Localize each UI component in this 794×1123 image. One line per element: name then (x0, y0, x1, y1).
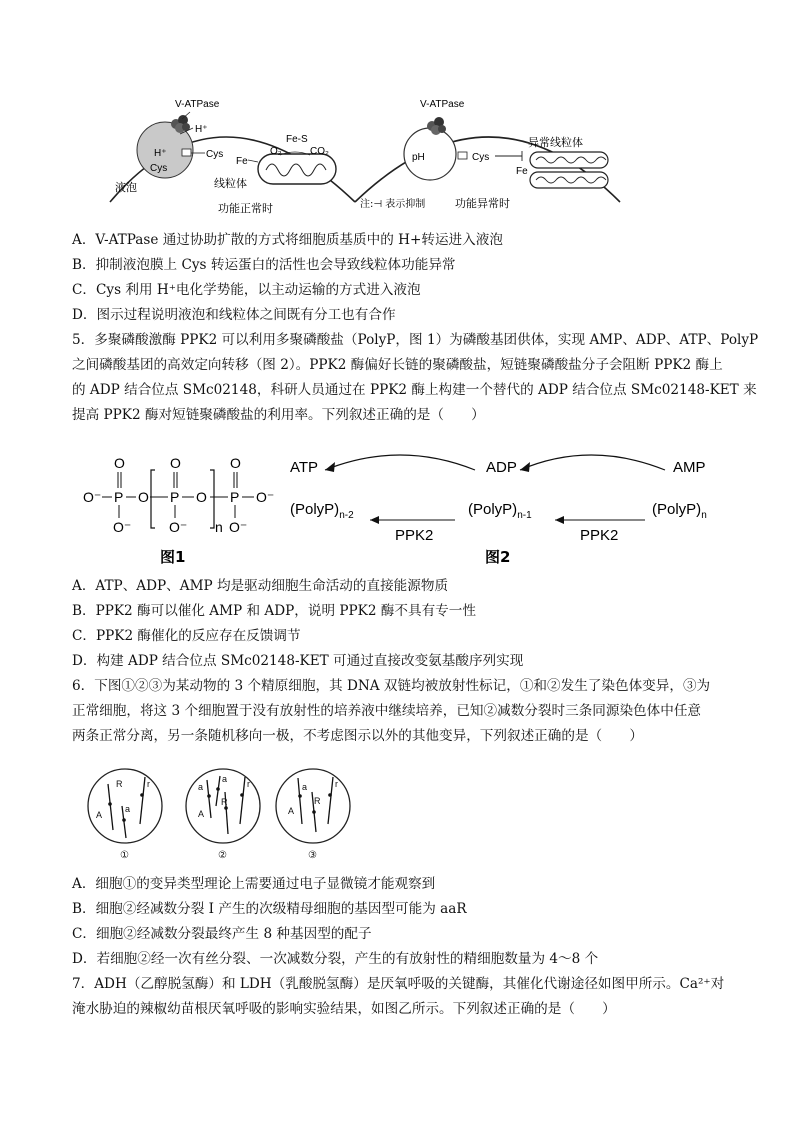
fe-label-right: Fe (516, 166, 528, 177)
polyp-structure (83, 455, 274, 535)
fe-label-left: Fe (236, 156, 248, 167)
ph-label: pH (412, 152, 425, 163)
mito-label: 线粒体 (214, 177, 247, 190)
c3-r: r (335, 779, 338, 789)
o2-label: O₂ (270, 146, 282, 157)
polyp-n1: $(PolyP)_{n-1}$ (468, 501, 532, 521)
c2-a1: a (198, 782, 204, 792)
q5-stem-4: 提高 PPK2 酶对短链聚磷酸盐的利用率。下列叙述正确的是（ ） (72, 407, 485, 423)
fig2-label: 图2 (485, 548, 511, 566)
q5-stem-3: 的 ADP 结合位点 SMc02148，科研人员通过在 PPK2 酶上构建一个替代的 ADP 结合位点 SMc02148-KET 来 (72, 382, 757, 398)
c1-R: R (116, 779, 123, 789)
caption-abnormal: 功能异常时 (455, 197, 510, 210)
adp-label: ADP (486, 459, 517, 476)
cys-label-right: Cys (472, 152, 490, 163)
c2-a2: a (222, 774, 228, 784)
c1-r: r (147, 779, 150, 789)
q5-option-d: D．构建 ADP 结合位点 SMc02148-KET 可通过直接改变氨基酸序列实现 (72, 653, 524, 669)
amp-label: AMP (673, 459, 706, 476)
co2-label: CO₂ (310, 146, 329, 157)
atp-label: ATP (290, 459, 319, 476)
c3-A: A (288, 806, 295, 816)
h-plus-out-left: H⁺ (195, 124, 208, 135)
cell-function-figure (90, 92, 690, 222)
abnormal-mitochondria (530, 152, 608, 188)
q4-option-d: D．图示过程说明液泡和线粒体之间既有分工也有合作 (72, 307, 396, 323)
q7-stem-2: 淹水胁迫的辣椒幼苗根厌氧呼吸的影响实验结果，如图乙所示。下列叙述正确的是（ ） (72, 1001, 616, 1017)
q7-stem-1: 7．ADH（乙醇脱氢酶）和 LDH（乳酸脱氢酶）是厌氧呼吸的关键酶，其催化代谢途径如图甲所示。Ca²⁺对 (72, 976, 725, 992)
q6-option-b: B．细胞②经减数分裂 I 产生的次级精母细胞的基因型可能为 aaR (72, 901, 467, 917)
polyp-n: $(PolyP)_n$ (652, 501, 707, 521)
q5-stem-2: 之间磷酸基团的高效定向转移（图 2）。PPK2 酶偏好长链的聚磷酸盐，短链聚磷酸盐分子会阻断 PPK2 酶上 (72, 357, 723, 373)
c2-R: R (221, 797, 228, 807)
q6-stem-1: 6．下图①②③为某动物的 3 个精原细胞，其 DNA 双链均被放射性标记，①和②发生了染色体变异，③为 (72, 678, 711, 694)
v-atpase-label-right: V-ATPase (420, 99, 465, 110)
svg-text:O⁻: O⁻ (256, 489, 275, 505)
q5-option-b: B．PPK2 酶可以催化 AMP 和 ADP，说明 PPK2 酶不具有专一性 (72, 603, 476, 619)
cell-2-label: ② (218, 850, 227, 861)
q5-stem-1: 5．多聚磷酸激酶 PPK2 可以利用多聚磷酸盐（PolyP，图 1）为磷酸基团供体，实现 AMP、ADP、ATP、PolyP (72, 332, 759, 348)
q6-stem-3: 两条正常分离，另一条随机移向一极，不考虑图示以外的其他变异，下列叙述正确的是（ ） (72, 728, 643, 744)
polyp-repeat-n: n (215, 519, 223, 535)
svg-text:O⁻: O⁻ (169, 519, 188, 535)
polyp-figure (80, 450, 730, 570)
fe-s-label: Fe-S (286, 134, 308, 145)
inhibit-note: 注:⊣ 表示抑制 (360, 199, 426, 210)
svg-text:P: P (114, 489, 124, 505)
caption-normal: 功能正常时 (218, 202, 273, 215)
ppk2-enzyme-a: PPK2 (395, 527, 434, 544)
q5-option-c: C．PPK2 酶催化的反应存在反馈调节 (72, 628, 301, 644)
polyp-n2: $(PolyP)_{n-2}$ (290, 501, 354, 521)
ppk2-enzyme-b: PPK2 (580, 527, 619, 544)
cys-transporter-right (458, 152, 467, 159)
c1-a: a (125, 804, 131, 814)
c3-R: R (314, 796, 321, 806)
spermatogonia-figure (80, 762, 380, 864)
q5-option-a: A．ATP、ADP、AMP 均是驱动细胞生命活动的直接能源物质 (72, 578, 449, 594)
svg-text:O: O (114, 455, 125, 471)
h-plus-in-left: H⁺ (154, 148, 167, 159)
ppk2-pathway (290, 455, 707, 544)
c2-A: A (198, 809, 205, 819)
arrow-amp-to-adp (520, 455, 665, 470)
arrow-adp-to-atp (325, 455, 475, 470)
q6-option-a: A．细胞①的变异类型理论上需要通过电子显微镜才能观察到 (72, 876, 436, 892)
q4-option-b: B．抑制液泡膜上 Cys 转运蛋白的活性也会导致线粒体功能异常 (72, 257, 456, 273)
svg-text:O: O (230, 455, 241, 471)
q4-option-c: C．Cys 利用 H⁺电化学势能，以主动运输的方式进入液泡 (72, 282, 421, 298)
cys-transporter-left (182, 149, 191, 156)
cell-1-label: ① (120, 850, 129, 861)
q4-option-a: A．V-ATPase 通过协助扩散的方式将细胞质基质中的 H+转运进入液泡 (72, 232, 503, 248)
vacuole-label-left: 液泡 (115, 181, 137, 194)
svg-text:O: O (196, 489, 207, 505)
svg-text:O⁻: O⁻ (229, 519, 248, 535)
q6-stem-2: 正常细胞，将这 3 个细胞置于没有放射性的培养液中继续培养，已知②减数分裂时三条同源染色体中任意 (72, 703, 702, 719)
q6-option-d: D．若细胞②经一次有丝分裂、一次减数分裂，产生的有放射性的精细胞数量为 4～8 个 (72, 951, 599, 967)
svg-text:O⁻: O⁻ (83, 489, 102, 505)
c2-r: r (247, 779, 250, 789)
fig1-label: 图1 (160, 548, 186, 566)
svg-text:O⁻: O⁻ (113, 519, 132, 535)
abnormal-mito-label: 异常线粒体 (528, 136, 583, 149)
cys-in-left: Cys (150, 163, 168, 174)
q6-option-c: C．细胞②经减数分裂最终产生 8 种基因型的配子 (72, 926, 372, 942)
svg-text:O: O (170, 455, 181, 471)
svg-text:P: P (230, 489, 240, 505)
mitochondrion-normal (258, 154, 336, 184)
cys-out-left: Cys (206, 149, 224, 160)
cell-3-label: ③ (308, 850, 317, 861)
c1-A: A (96, 810, 103, 820)
svg-text:P: P (170, 489, 180, 505)
c3-a: a (302, 782, 308, 792)
v-atpase-label-left: V-ATPase (175, 99, 220, 110)
svg-text:O: O (138, 489, 149, 505)
